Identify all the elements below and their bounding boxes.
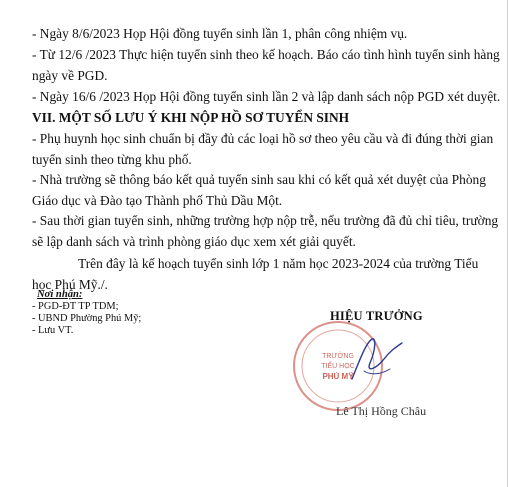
section-heading: VII. MỘT SỐ LƯU Ý KHI NỘP HỒ SƠ TUYỂN SINH (32, 110, 350, 125)
signer-name: Lê Thị Hồng Châu (336, 404, 427, 418)
schedule-line-1: - Ngày 8/6/2023 Họp Hội đồng tuyển sinh lần 1, phân công nhiệm vụ. (32, 26, 408, 41)
note-1: - Phụ huynh học sinh chuẩn bị đầy đủ các loại hồ sơ theo yêu cầu và đi đúng thời gian tuyển sinh theo từng khu phố. (32, 131, 494, 167)
schedule-line-2: - Từ 12/6 /2023 Thực hiện tuyển sinh theo kế hoạch. Báo cáo tình hình tuyển sinh hàng ngày về PGD. (32, 47, 500, 83)
recipients-title: Nơi nhận: (37, 289, 83, 300)
svg-text:PHÚ MỸ: PHÚ MỸ (322, 372, 354, 381)
note-2: - Nhà trường sẽ thông báo kết quả tuyển sinh sau khi có kết quả xét duyệt của Phòng Giáo dục và Đào tạo Thành phố Thủ Dầu Một. (32, 172, 486, 208)
svg-text:TRƯỜNG: TRƯỜNG (322, 353, 354, 360)
handwritten-signature (346, 329, 406, 389)
schedule-line-3: - Ngày 16/6 /2023 Họp Hội đồng tuyển sinh lần 2 và lập danh sách nộp PGD xét duyệt. (32, 89, 501, 104)
closing-paragraph: Trên đây là kế hoạch tuyển sinh lớp 1 năm học 2023-2024 của trường Tiểu học Phú Mỹ./. (32, 256, 479, 292)
recipient-item: - PGD-ĐT TP TDM; (32, 301, 119, 312)
svg-text:TIỂU HỌC: TIỂU HỌC (321, 363, 355, 370)
signer-title: HIỆU TRƯỞNG (330, 309, 423, 323)
recipient-item: - UBND Phường Phú Mỹ; (32, 313, 142, 324)
recipient-item: - Lưu VT. (32, 325, 74, 336)
note-3: - Sau thời gian tuyển sinh, những trường hợp nộp trễ, nếu trường đã đủ chỉ tiêu, trường sẽ lập danh sách và trình phòng giáo dục xem xét giải quyết. (32, 213, 499, 249)
